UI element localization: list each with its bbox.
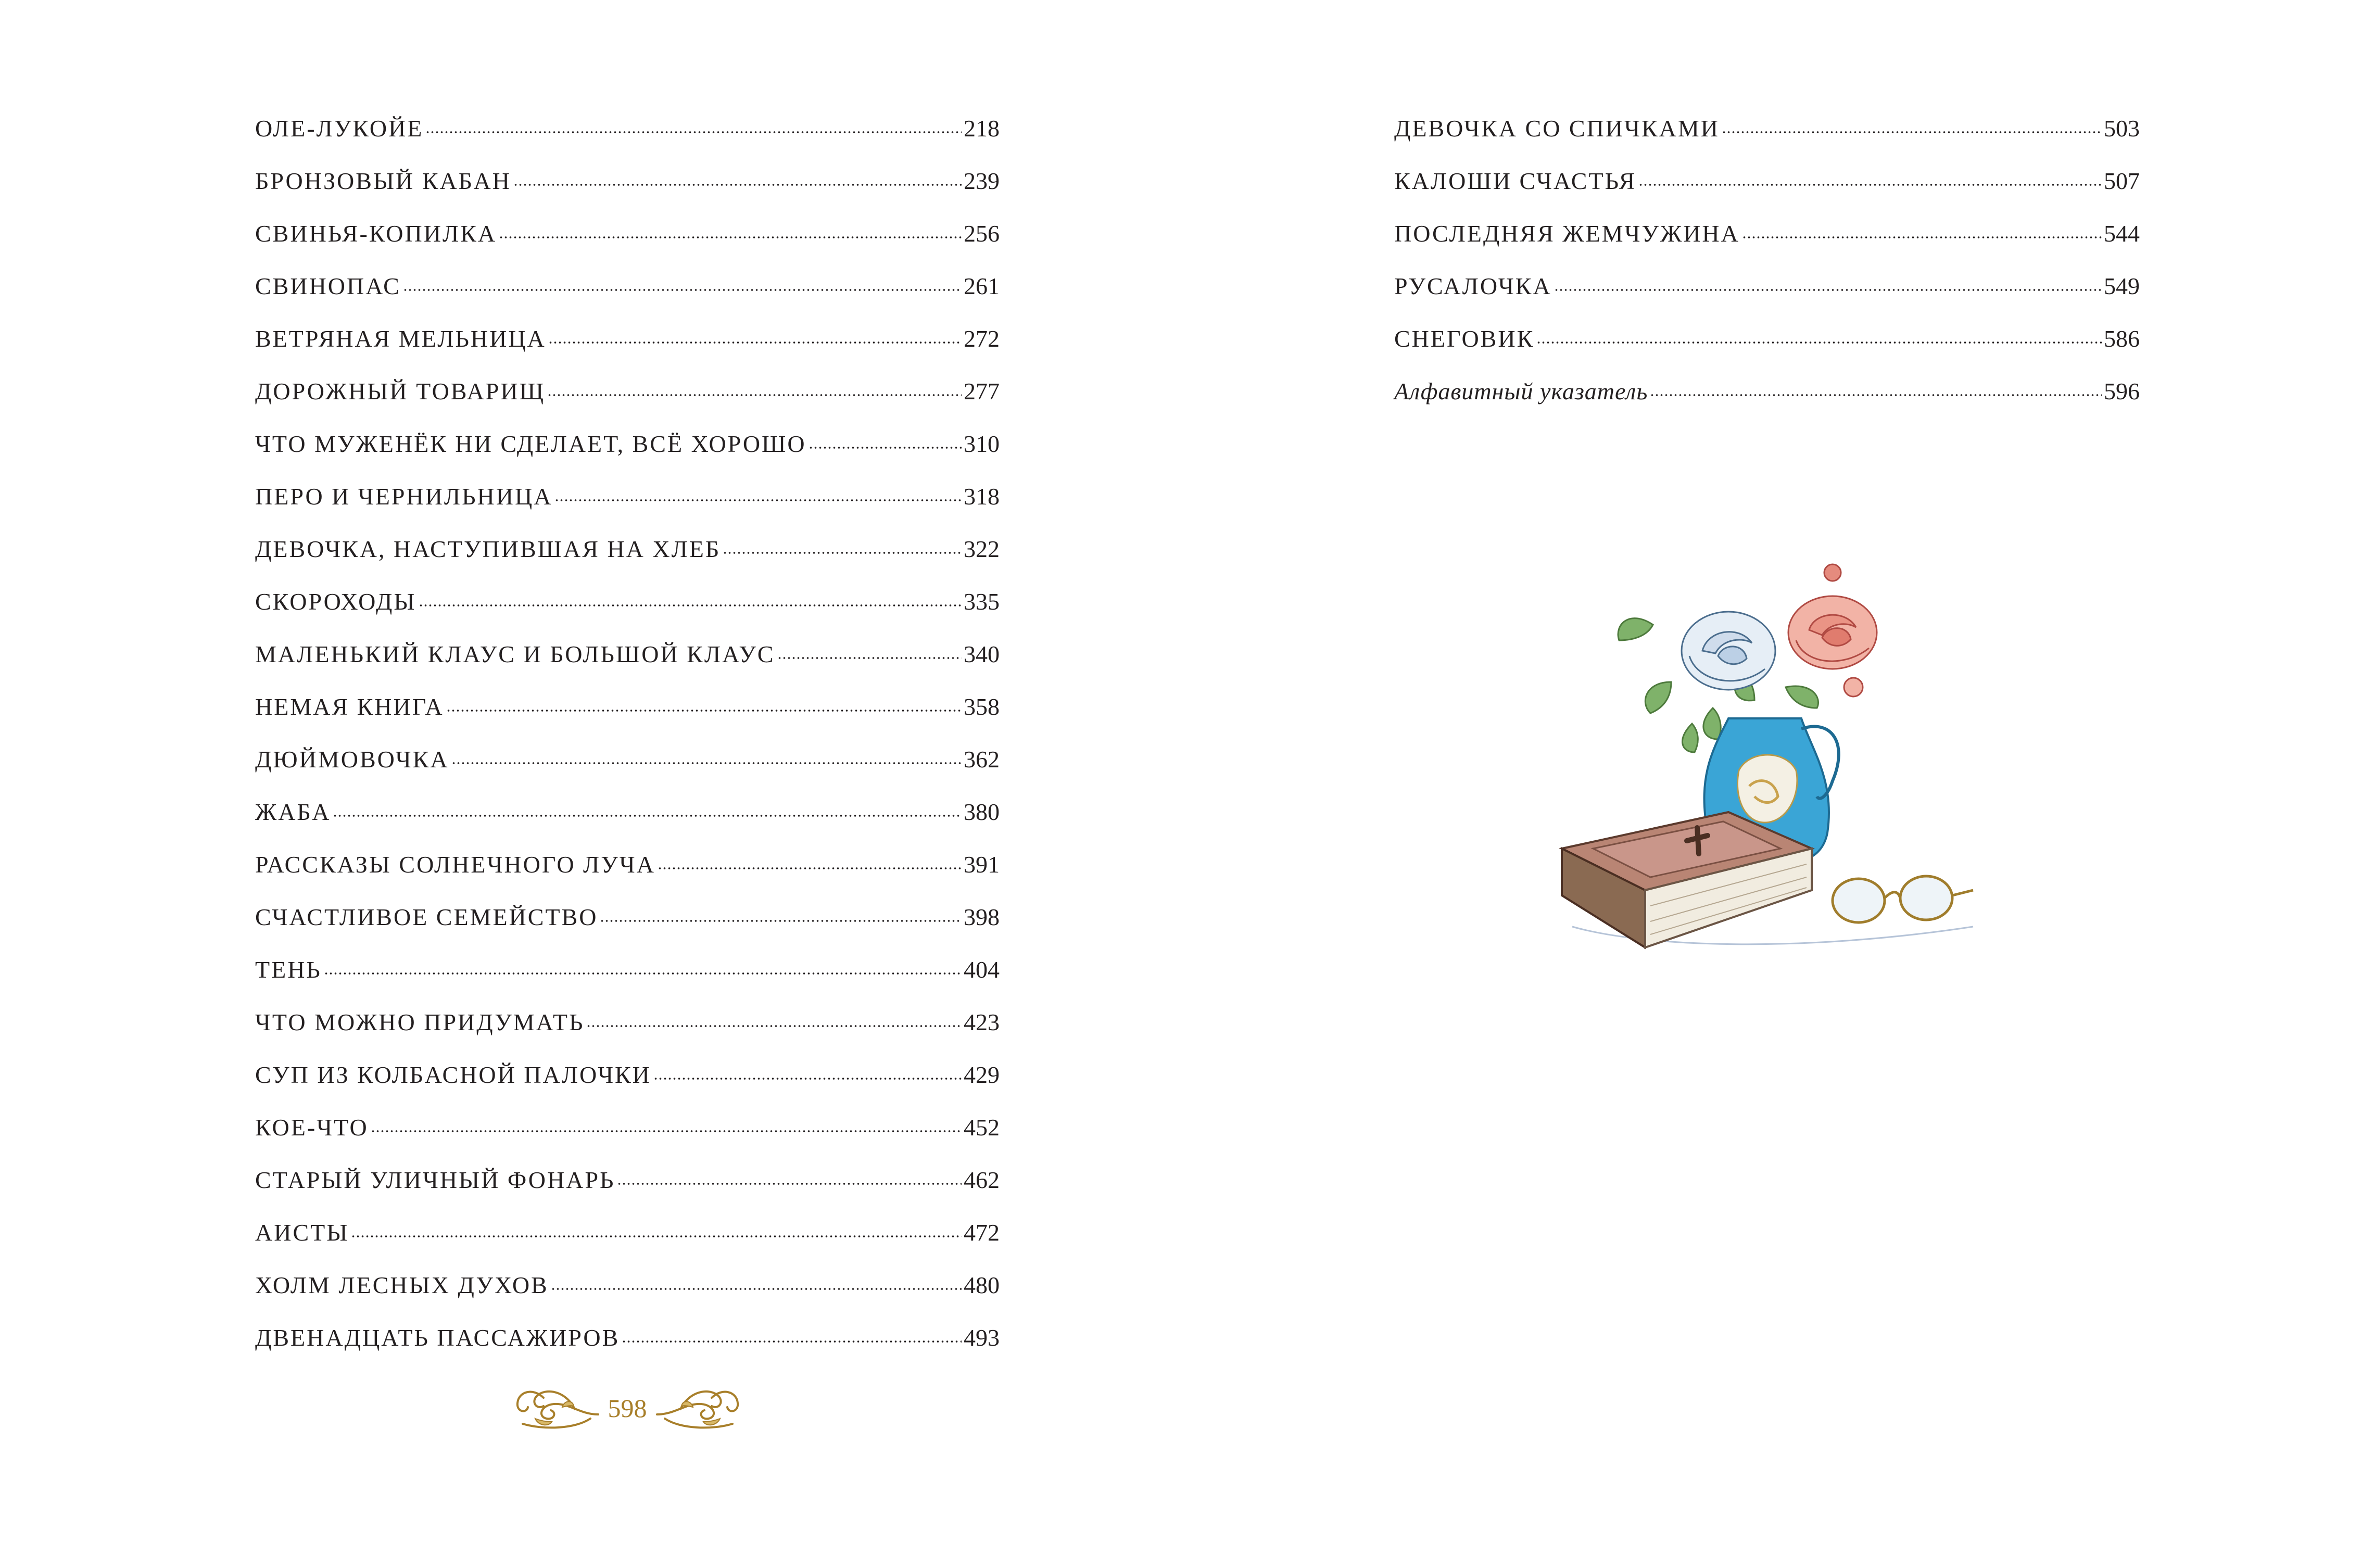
toc-entry-page: 452 (964, 1114, 1000, 1141)
ornament-left-icon (512, 1382, 601, 1434)
toc-entry[interactable] (1394, 207, 2140, 260)
toc-entry-title: АИСТЫ (255, 1219, 349, 1246)
toc-entry[interactable] (255, 365, 1000, 418)
toc-left-column (255, 102, 1000, 1364)
toc-entry-page: 277 (964, 378, 1000, 404)
dot-leader (723, 551, 962, 555)
dot-leader (617, 1182, 962, 1186)
toc-entry-index[interactable] (1394, 365, 2140, 418)
toc-entry-page: 272 (964, 325, 1000, 352)
toc-entry-page: 398 (964, 904, 1000, 930)
toc-entry[interactable] (255, 1311, 1000, 1364)
page-folio (510, 1380, 744, 1437)
dot-leader (446, 709, 962, 713)
toc-entry-page: 340 (964, 641, 1000, 667)
toc-entry-page: 462 (964, 1167, 1000, 1193)
toc-entry-page: 544 (2104, 220, 2140, 247)
toc-entry[interactable] (255, 943, 1000, 996)
spectacles (1833, 876, 1973, 922)
toc-entry[interactable] (255, 102, 1000, 155)
toc-entry-title: КОЕ-ЧТО (255, 1114, 369, 1141)
dot-leader (586, 1024, 962, 1028)
toc-entry-title: ПЕРО И ЧЕРНИЛЬНИЦА (255, 483, 553, 510)
toc-entry-title: СНЕГОВИК (1394, 325, 1535, 352)
dot-leader (548, 340, 962, 345)
toc-entry-title: ЧТО МУЖЕНЁК НИ СДЕЛАЕТ, ВСЁ ХОРОШО (255, 431, 806, 457)
toc-entry-title: ЧТО МОЖНО ПРИДУМАТЬ (255, 1009, 585, 1035)
dot-leader (425, 130, 962, 134)
toc-entry-title: ДЮЙМОВОЧКА (255, 746, 449, 773)
dot-leader (1742, 235, 2102, 239)
toc-entry[interactable] (255, 680, 1000, 733)
page-number: 598 (608, 1394, 647, 1423)
toc-entry[interactable] (255, 418, 1000, 470)
toc-entry-page: 503 (2104, 115, 2140, 142)
dot-leader (653, 1077, 962, 1081)
toc-entry-title: СВИНОПАС (255, 273, 401, 299)
toc-entry[interactable] (255, 523, 1000, 575)
toc-entry[interactable] (1394, 155, 2140, 207)
toc-entry-page: 404 (964, 956, 1000, 983)
dot-leader (809, 446, 962, 450)
toc-entry[interactable] (255, 628, 1000, 680)
dot-leader (1722, 130, 2102, 134)
toc-entry[interactable] (255, 786, 1000, 838)
toc-entry-title: СЧАСТЛИВОЕ СЕМЕЙСТВО (255, 904, 598, 930)
toc-entry-page: 429 (964, 1061, 1000, 1088)
toc-entry-page: 261 (964, 273, 1000, 299)
toc-entry-page: 318 (964, 483, 1000, 510)
dot-leader (371, 1129, 962, 1133)
white-rose (1682, 612, 1775, 690)
dot-leader (403, 288, 962, 292)
toc-entry[interactable] (255, 891, 1000, 943)
book (1562, 812, 1812, 947)
dot-leader (499, 235, 962, 239)
toc-entry-title: ХОЛМ ЛЕСНЫХ ДУХОВ (255, 1272, 549, 1298)
toc-entry[interactable] (255, 312, 1000, 365)
toc-entry-title: СКОРОХОДЫ (255, 588, 416, 615)
toc-entry[interactable] (255, 155, 1000, 207)
toc-entry-page: 549 (2104, 273, 2140, 299)
dot-leader (333, 814, 962, 818)
toc-entry-page: 239 (964, 168, 1000, 194)
toc-entry-page: 423 (964, 1009, 1000, 1035)
toc-entry-page: 256 (964, 220, 1000, 247)
toc-entry-page: 322 (964, 536, 1000, 562)
toc-entry-title: КАЛОШИ СЧАСТЬЯ (1394, 168, 1637, 194)
dot-leader (551, 1287, 962, 1291)
toc-entry[interactable] (255, 575, 1000, 628)
dot-leader (658, 866, 962, 870)
toc-entry[interactable] (255, 1154, 1000, 1206)
toc-entry[interactable] (255, 470, 1000, 523)
toc-entry-title: ДОРОЖНЫЙ ТОВАРИЩ (255, 378, 546, 404)
toc-entry-page: 380 (964, 799, 1000, 825)
toc-entry[interactable] (255, 1206, 1000, 1259)
toc-entry-title: СУП ИЗ КОЛБАСНОЙ ПАЛОЧКИ (255, 1061, 651, 1088)
toc-entry[interactable] (255, 1101, 1000, 1154)
toc-entry-title: БРОНЗОВЫЙ КАБАН (255, 168, 511, 194)
toc-entry-title: ЖАБА (255, 799, 331, 825)
dot-leader (513, 183, 962, 187)
toc-entry[interactable] (1394, 260, 2140, 312)
toc-entry-page: 358 (964, 693, 1000, 720)
toc-entry[interactable] (1394, 312, 2140, 365)
toc-entry-title: МАЛЕНЬКИЙ КЛАУС И БОЛЬШОЙ КЛАУС (255, 641, 775, 667)
toc-entry-title: ДЕВОЧКА СО СПИЧКАМИ (1394, 115, 1720, 142)
toc-entry-title: ОЛЕ-ЛУКОЙЕ (255, 115, 424, 142)
toc-entry-page: 507 (2104, 168, 2140, 194)
toc-entry-page: 596 (2104, 378, 2140, 404)
toc-entry-page: 472 (964, 1219, 1000, 1246)
toc-entry-title: СВИНЬЯ-КОПИЛКА (255, 220, 497, 247)
toc-entry-title: РУСАЛОЧКА (1394, 273, 1552, 299)
toc-right-column (1394, 102, 2140, 418)
pink-rose (1788, 596, 1877, 669)
toc-entry-title: ДВЕНАДЦАТЬ ПАССАЖИРОВ (255, 1324, 620, 1351)
toc-entry-title: Алфавитный указатель (1394, 378, 1648, 404)
toc-entry[interactable] (255, 1048, 1000, 1101)
toc-entry[interactable] (255, 260, 1000, 312)
dot-leader (1638, 183, 2102, 187)
still-life-illustration (1541, 552, 1999, 1000)
toc-entry-title: РАССКАЗЫ СОЛНЕЧНОГО ЛУЧА (255, 851, 655, 878)
toc-entry-page: 586 (2104, 325, 2140, 352)
toc-entry-title: СТАРЫЙ УЛИЧНЫЙ ФОНАРЬ (255, 1167, 615, 1193)
toc-entry-title: ПОСЛЕДНЯЯ ЖЕМЧУЖИНА (1394, 220, 1740, 247)
toc-entry[interactable] (255, 207, 1000, 260)
dot-leader (554, 498, 962, 502)
dot-leader (547, 393, 962, 397)
dot-leader (1554, 288, 2102, 292)
toc-entry[interactable] (255, 1259, 1000, 1311)
dot-leader (622, 1339, 962, 1344)
dot-leader (451, 761, 962, 765)
dot-leader (777, 656, 962, 660)
toc-entry[interactable] (255, 996, 1000, 1048)
toc-entry-page: 218 (964, 115, 1000, 142)
dot-leader (1650, 393, 2102, 397)
toc-entry-page: 480 (964, 1272, 1000, 1298)
dot-leader (351, 1234, 962, 1238)
toc-entry-page: 493 (964, 1324, 1000, 1351)
toc-entry-title: НЕМАЯ КНИГА (255, 693, 444, 720)
toc-entry[interactable] (255, 733, 1000, 786)
toc-entry-page: 391 (964, 851, 1000, 878)
toc-entry-title: ТЕНЬ (255, 956, 322, 983)
toc-entry[interactable] (255, 838, 1000, 891)
toc-entry-page: 310 (964, 431, 1000, 457)
dot-leader (600, 919, 962, 923)
toc-entry-page: 362 (964, 746, 1000, 773)
dot-leader (419, 603, 962, 608)
ornament-right-icon (654, 1382, 743, 1434)
toc-entry-title: ВЕТРЯНАЯ МЕЛЬНИЦА (255, 325, 546, 352)
dot-leader (1536, 340, 2102, 345)
toc-entry-title: ДЕВОЧКА, НАСТУПИВШАЯ НА ХЛЕБ (255, 536, 721, 562)
toc-entry[interactable] (1394, 102, 2140, 155)
dot-leader (324, 971, 962, 976)
toc-entry-page: 335 (964, 588, 1000, 615)
